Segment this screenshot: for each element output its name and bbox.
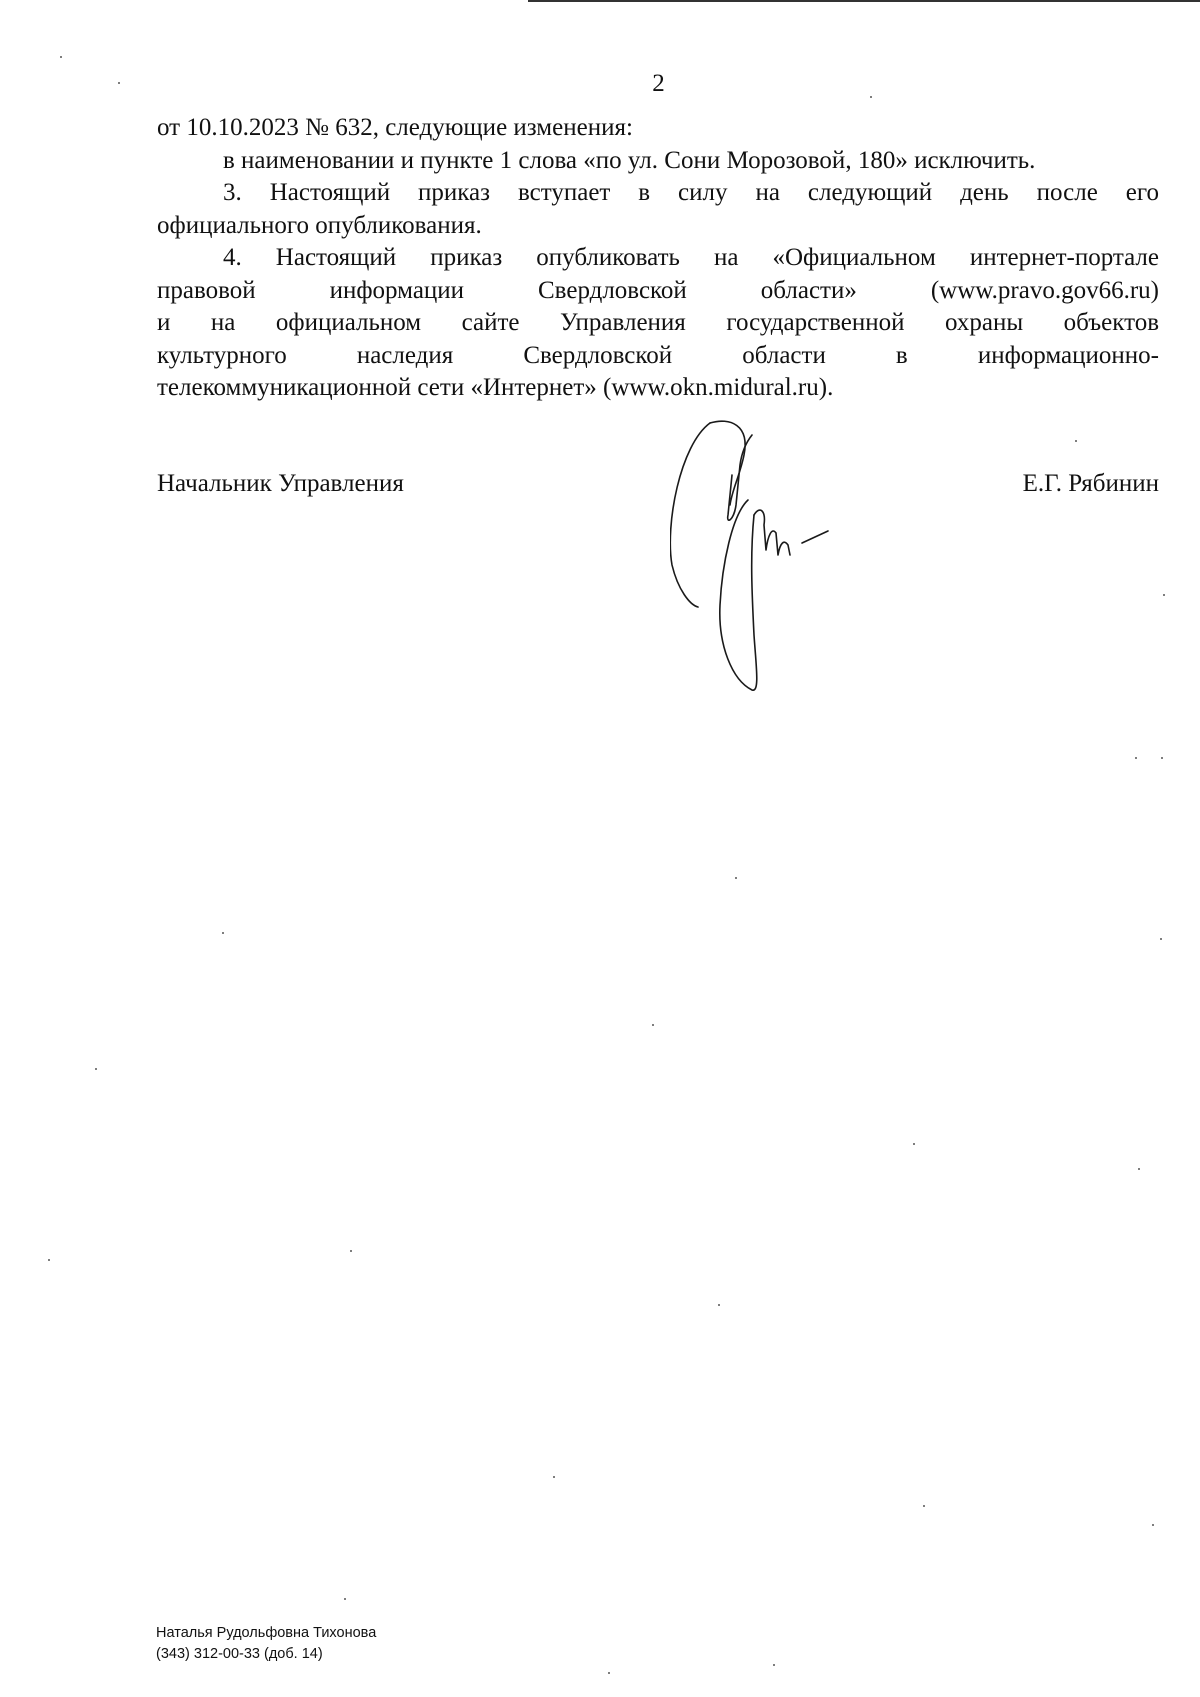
paragraph-4-line-3: и на официальном сайте Управления государственной охраны объектов — [157, 309, 1159, 336]
executor-phone: (343) 312-00-33 (доб. 14) — [156, 1646, 323, 1662]
paragraph-4-line-4: культурного наследия Свердловской области в информационно- — [157, 341, 1159, 369]
scan-speck — [735, 877, 737, 879]
scan-speck — [1163, 594, 1165, 596]
paragraph-1: от 10.10.2023 № 632, следующие изменения: — [157, 114, 633, 141]
signatory-position: Начальник Управления — [157, 470, 404, 497]
scan-speck — [1161, 757, 1163, 759]
scan-speck — [870, 96, 872, 98]
signature-block — [157, 470, 1159, 498]
paragraph-3-line-1: 3. Настоящий приказ вступает в силу на следующий день после его — [223, 179, 1159, 206]
signatory-name: Е.Г. Рябинин — [1022, 470, 1159, 497]
scan-speck — [1152, 1524, 1154, 1526]
scan-speck — [95, 1068, 97, 1070]
executor-info — [156, 1623, 376, 1665]
scan-speck — [48, 1259, 50, 1261]
scan-speck — [652, 1024, 654, 1026]
scan-speck — [913, 1143, 915, 1145]
paragraph-4-line-1: 4. Настоящий приказ опубликовать на «Официальном интернет-портале — [223, 244, 1159, 271]
scan-speck — [1135, 757, 1137, 759]
scan-speck — [718, 1304, 720, 1306]
paragraph-4-line-5: телекоммуникационной сети «Интернет» (www.okn.midural.ru). — [157, 374, 834, 401]
scan-speck — [923, 1505, 925, 1507]
scan-speck — [553, 1476, 555, 1478]
scan-speck — [773, 1664, 775, 1666]
executor-name: Наталья Рудольфовна Тихонова — [156, 1625, 377, 1641]
scan-speck — [608, 1672, 610, 1674]
paragraph-3-line-2: официального опубликования. — [157, 211, 482, 239]
scan-speck — [222, 932, 224, 934]
scan-edge-line — [528, 0, 1200, 2]
scan-speck — [1160, 938, 1162, 940]
paragraph-2: в наименовании и пункте 1 слова «по ул. Сони Морозовой, 180» исключить. — [223, 146, 1036, 174]
handwritten-signature — [670, 415, 880, 700]
scan-speck — [60, 56, 62, 58]
paragraph-4-line-2: правовой информации Свердловской области» (www.pravo.gov66.ru) — [157, 276, 1159, 304]
scan-speck — [1075, 440, 1077, 442]
page-number: 2 — [652, 70, 665, 97]
scan-speck — [350, 1250, 352, 1252]
document-body — [157, 112, 1159, 405]
scan-speck — [1138, 1168, 1140, 1170]
scan-speck — [344, 1598, 346, 1600]
scan-speck — [118, 82, 120, 84]
